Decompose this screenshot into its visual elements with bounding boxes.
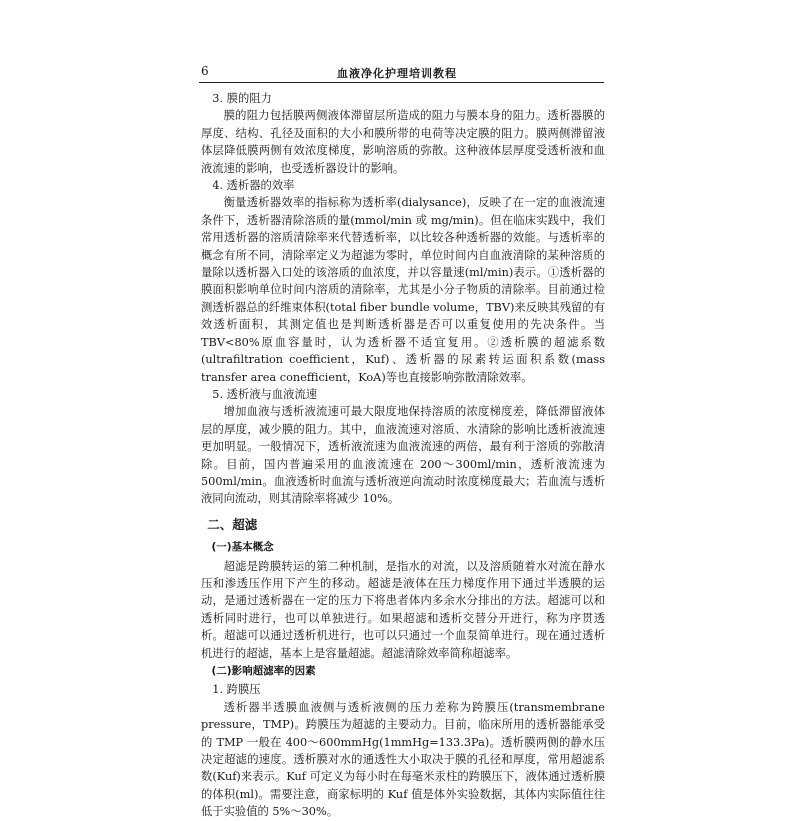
subsection-heading-tmp: 1. 跨膜压 (212, 683, 261, 697)
running-title: 血液净化护理培训教程 (337, 67, 457, 80)
subsection-heading-membrane-resistance: 3. 膜的阻力 (212, 92, 272, 105)
heading-basic-concepts: (一)基本概念 (211, 541, 274, 554)
paragraph-dialyzer-efficiency: 衡量透析器效率的指标称为透析率(dialysance)，反映了在一定的血液流速条件下，透析器清除溶质的量(mmol/min 或 mg/min)。但在临床实践中，我们常用透析器的溶质清除率来代替透析率，以比较各种透析器的效能。与透析率的概念有所不同，清除率定义为超滤为零时，单位时间内自血液清除的某种溶质的量除以透析器入口处的该溶质的血浓度，并以容量速(ml/min)表示。①透析器的膜面积影响单位时间内溶质的清除率，尤其是小分子物质的清除率。目前通过检测透析器总的纤维束体积(total fiber bundle volume，TBV)来反映其残留的有效透析面积，其测定值也是判断透析器是否可以重复使用的先决条件。当TBV<80%原血容量时，认为透析器不适宜复用。②透析膜的超滤系数(ultrafiltration coefficient，Kuf)、透析器的尿素转运面积系数(mass transfer area conefficient，KoA)等也直接影响弥散清除效率。 (201, 196, 605, 384)
header-rule (199, 82, 604, 83)
paragraph-flow-rates: 增加血液与透析液流速可最大限度地保持溶质的浓度梯度差，降低滞留液体层的厚度，减少膜的阻力。其中，血液流速对溶质、水清除的影响比透析液流速更加明显。一般情况下，透析液流速为血液流速的两倍，最有利于溶质的弥散清除。目前，国内普遍采用的血液流速在 200～300ml/min，透析液流速为 500ml/min。血液透析时血流与透析液逆向流动时浓度梯度最大；若血流与透析液同向流动，则其清除率将减少 10%。 (201, 405, 605, 506)
paragraph-membrane-resistance: 膜的阻力包括膜两侧液体滞留层所造成的阻力与膜本身的阻力。透析器膜的厚度、结构、孔径及面积的大小和膜所带的电荷等决定膜的阻力。膜两侧滞留液体层降低膜两侧有效浓度梯度，影响溶质的弥散。这种液体层厚度受透析液和血液流速的影响，也受透析器设计的影响。 (201, 109, 605, 175)
subsection-heading-flow-rates: 5. 透析液与血液流速 (212, 387, 318, 401)
heading-factors: (二)影响超滤率的因素 (211, 665, 316, 677)
page-content (201, 90, 605, 821)
page-number: 6 (201, 64, 209, 78)
paragraph-basic-concepts: 超滤是跨膜转运的第二种机制，是指水的对流，以及溶质随着水对流在静水压和渗透压作用下产生的移动。超滤是液体在压力梯度作用下通过半透膜的运动，是通过透析器在一定的压力下将患者体内多余水分排出的方法。超滤可以和透析同时进行，也可以单独进行。如果超滤和透析交替分开进行，称为序贯透析。超滤可以通过透析机进行，也可以只通过一个血泵简单进行。现在通过透析机进行的超滤，基本上是容量超滤。超滤清除效率简称超滤率。 (201, 559, 605, 660)
section-heading-ultrafiltration: 二、超滤 (207, 516, 258, 532)
subsection-heading-dialyzer-efficiency: 4. 透析器的效率 (212, 179, 295, 193)
paragraph-tmp: 透析器半透膜血液侧与透析液侧的压力差称为跨膜压(transmembrane pressure，TMP)。跨膜压为超滤的主要动力。目前，临床所用的透析器能承受的 TMP 一般在 400～600mmHg(1mmHg=133.3Pa)。透析膜两侧的静水压决定超滤的速度。透析膜对水的通透性大小取决于膜的孔径和厚度，常用超滤系数(Kuf)来表示。Kuf 可定义为每小时在每毫米汞柱的跨膜压下，液体通过透析膜的体积(ml)。需要注意，商家标明的 Kuf 值是体外实验数据，其体内实际值往往低于实验值的 5%～30%。 (201, 700, 605, 819)
